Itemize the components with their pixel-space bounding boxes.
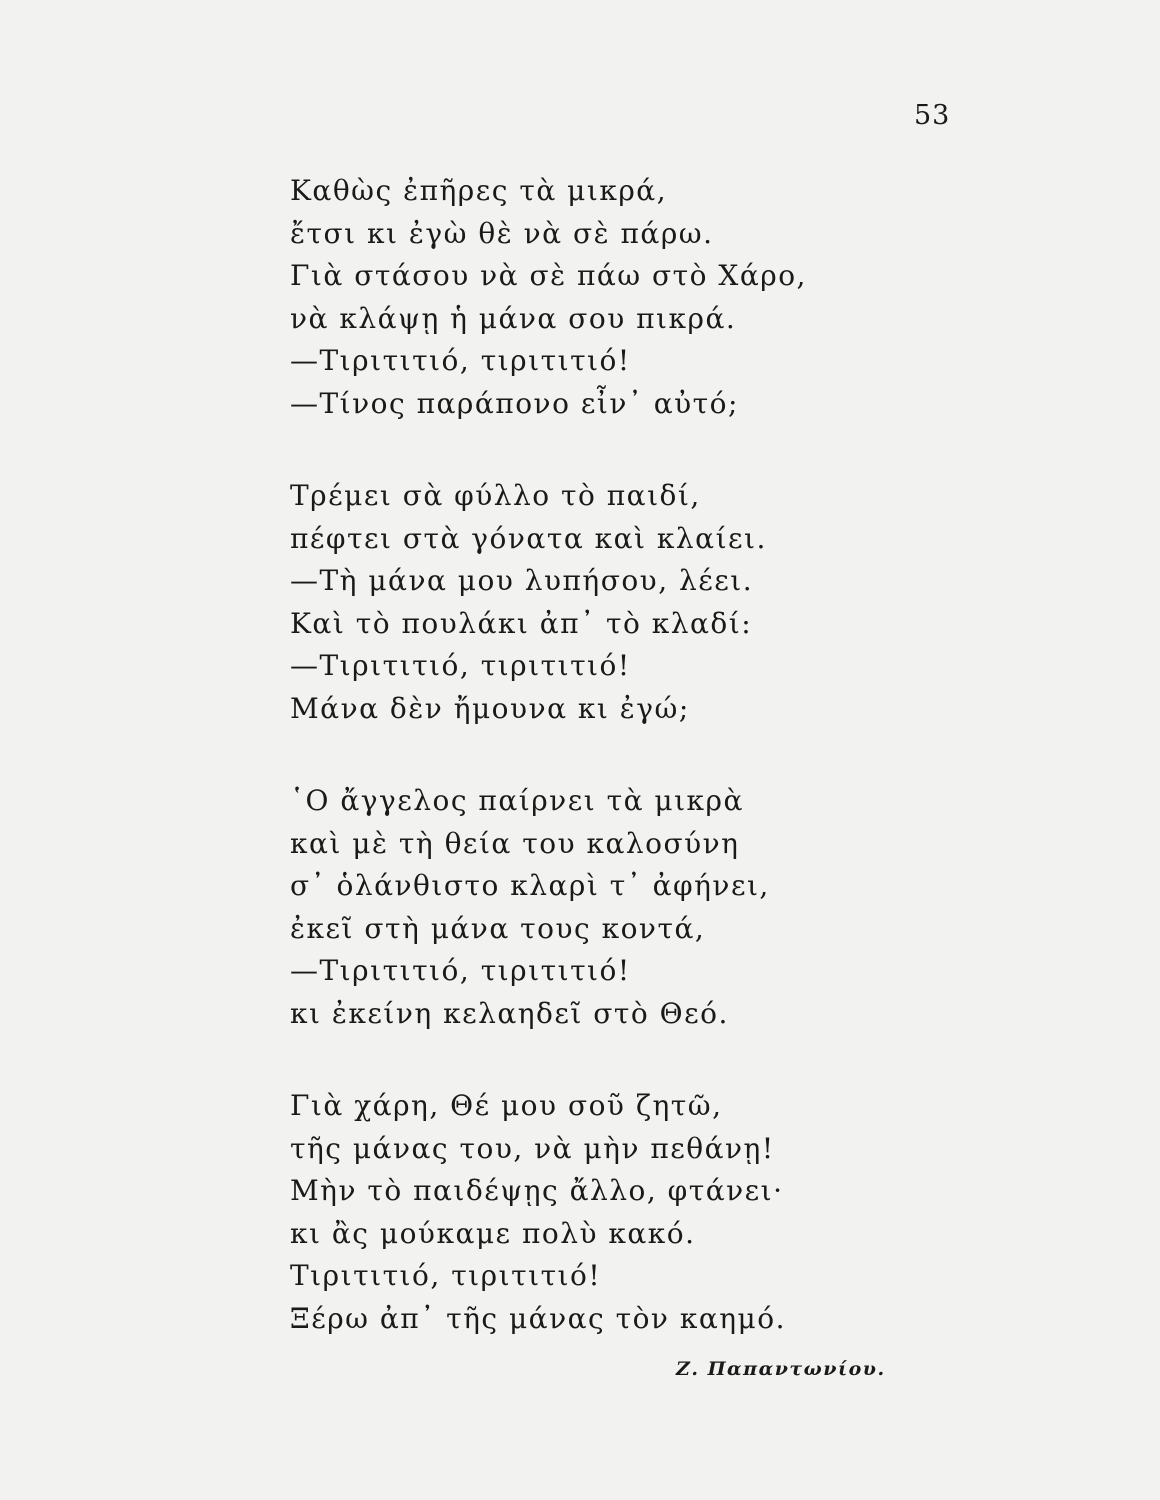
- poem-line: Ξέρω ἀπ᾽ τῆς μάνας τὸν καημό.: [290, 1301, 786, 1335]
- poem-line: ἔτσι κι ἐγὼ θὲ νὰ σὲ πάρω.: [290, 216, 714, 250]
- poem-line: Τρέμει σὰ φύλλο τὸ παιδί,: [290, 479, 701, 512]
- poem-line: Τιριτιτιό, τιριτιτιό!: [290, 1259, 602, 1292]
- stanza-1: [290, 170, 850, 425]
- poem-line: Μὴν τὸ παιδέψῃς ἄλλο, φτάνει·: [290, 1174, 784, 1207]
- poem-line: ῾Ο ἄγγελος παίρνει τὰ μικρὰ: [290, 784, 744, 817]
- page-number: 53: [914, 100, 951, 131]
- poem-line: —Τιριτιτιό, τιριτιτιό!: [290, 954, 631, 987]
- poem-line: πέφτει στὰ γόνατα καὶ κλαίει.: [290, 521, 767, 555]
- poem: [290, 170, 850, 1390]
- poem-line: —Τὴ μάνα μου λυπήσου, λέει.: [290, 564, 754, 597]
- poem-line: —Τιριτιτιό, τιριτιτιό!: [290, 649, 631, 682]
- poem-line: Γιὰ χάρη, Θέ μου σοῦ ζητῶ,: [290, 1089, 723, 1122]
- poem-line: κι ἂς μούκαμε πολὺ κακό.: [290, 1216, 696, 1250]
- author-signature: Ζ. Παπαντωνίου.: [676, 1358, 886, 1380]
- poem-line: νὰ κλάψῃ ἡ μάνα σου πικρά.: [290, 301, 737, 335]
- poem-line: Καὶ τὸ πουλάκι ἀπ᾽ τὸ κλαδί:: [290, 606, 753, 640]
- poem-line: Γιὰ στάσου νὰ σὲ πάω στὸ Χάρο,: [290, 259, 807, 292]
- poem-line: ἐκεῖ στὴ μάνα τους κοντά,: [290, 911, 706, 945]
- stanza-2: [290, 475, 850, 730]
- stanza-3: [290, 780, 850, 1035]
- poem-line: Καθὼς ἐπῆρες τὰ μικρά,: [290, 174, 668, 207]
- poem-line: σ᾽ ὁλάνθιστο κλαρὶ τ᾽ ἀφήνει,: [290, 869, 770, 902]
- poem-line: —Τιριτιτιό, τιριτιτιό!: [290, 344, 631, 377]
- poem-line: καὶ μὲ τὴ θεία του καλοσύνη: [290, 826, 740, 860]
- stanza-4: [290, 1085, 850, 1340]
- poem-line: Μάνα δὲν ἤμουνα κι ἐγώ;: [290, 691, 690, 725]
- poem-line: —Τίνος παράπονο εἶν᾽ αὐτό;: [290, 386, 739, 420]
- poem-line: κι ἐκείνη κελαηδεῖ στὸ Θεό.: [290, 996, 729, 1030]
- poem-line: τῆς μάνας του, νὰ μὴν πεθάνῃ!: [290, 1131, 775, 1165]
